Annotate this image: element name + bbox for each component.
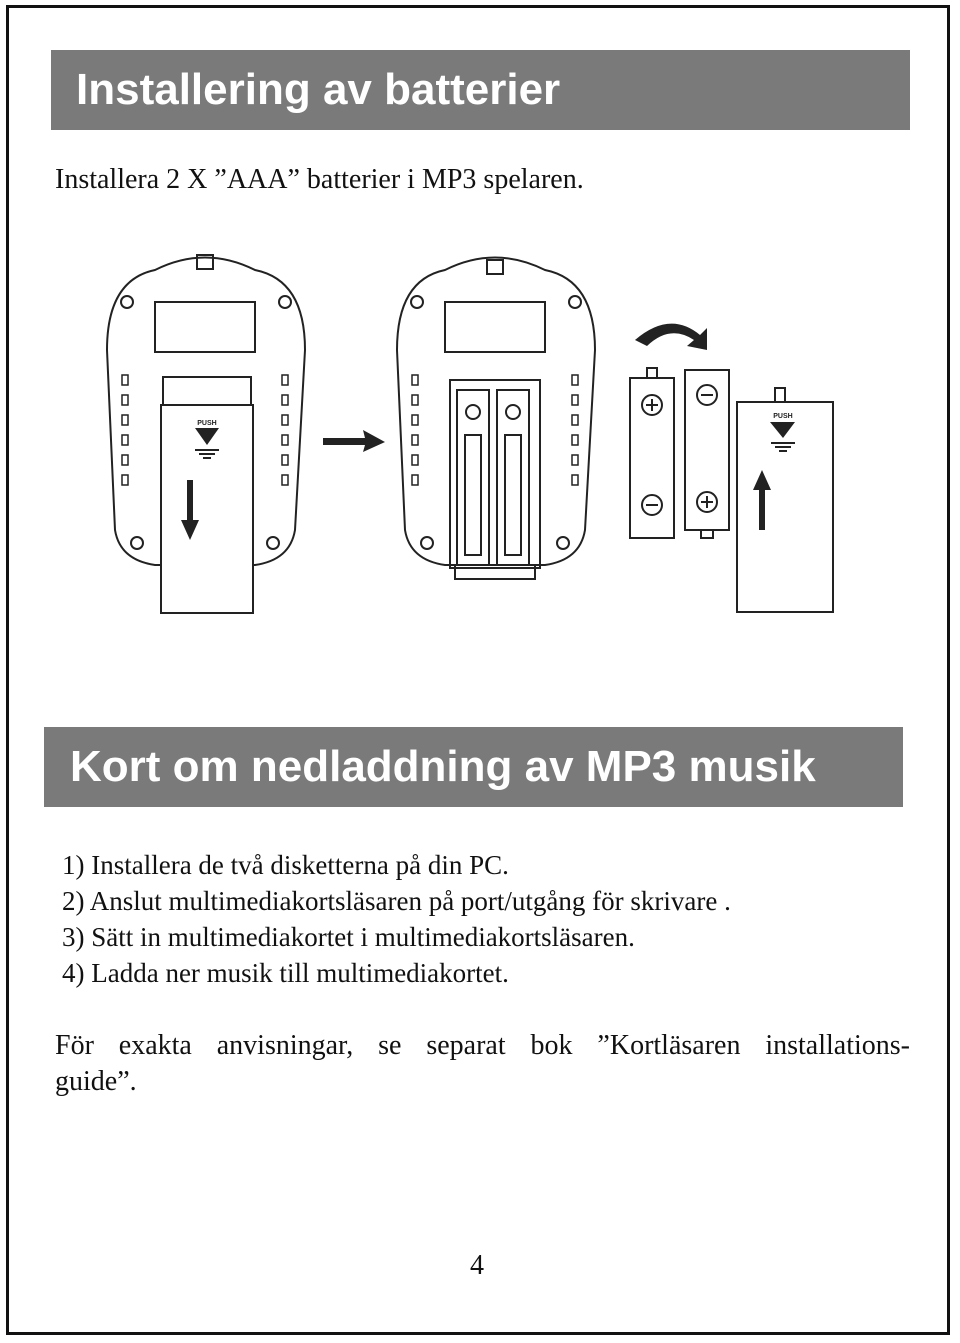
battery-installation-illustration — [95, 240, 855, 630]
battery-intro-text: Installera 2 X ”AAA” batterier i MP3 spelaren. — [55, 164, 584, 195]
device-with-cover-illustration — [107, 255, 305, 613]
rotate-arrow-icon — [635, 324, 707, 350]
guide-reference-note-line-1: För exakta anvisningar, se separat bok ”Kortläsaren installations- — [55, 1030, 910, 1061]
instruction-step-3: 3) Sätt in multimediakortet i multimediakortsläsaren. — [62, 922, 635, 952]
section-heading-download-text: Kort om nedladdning av MP3 musik — [70, 742, 816, 791]
battery-one-illustration — [630, 368, 674, 538]
right-arrow-icon — [323, 430, 385, 452]
push-label-right: PUSH — [773, 413, 793, 420]
instruction-step-1: 1) Installera de två disketterna på din PC. — [62, 850, 509, 880]
push-label-left: PUSH — [197, 420, 217, 427]
instruction-step-4: 4) Ladda ner musik till multimediakortet. — [62, 958, 509, 988]
page-number: 4 — [470, 1250, 484, 1281]
section-heading-batteries — [51, 50, 910, 130]
instruction-step-2: 2) Anslut multimediakortsläsaren på port/utgång för skrivare . — [62, 886, 731, 916]
section-heading-download — [44, 727, 903, 807]
guide-reference-note-line-2: guide”. — [55, 1066, 137, 1097]
battery-two-illustration — [685, 370, 729, 538]
device-open-compartment-illustration — [397, 258, 595, 580]
section-heading-batteries-text: Installering av batterier — [76, 65, 561, 114]
battery-cover-illustration — [737, 388, 833, 612]
page-frame — [6, 5, 950, 1335]
